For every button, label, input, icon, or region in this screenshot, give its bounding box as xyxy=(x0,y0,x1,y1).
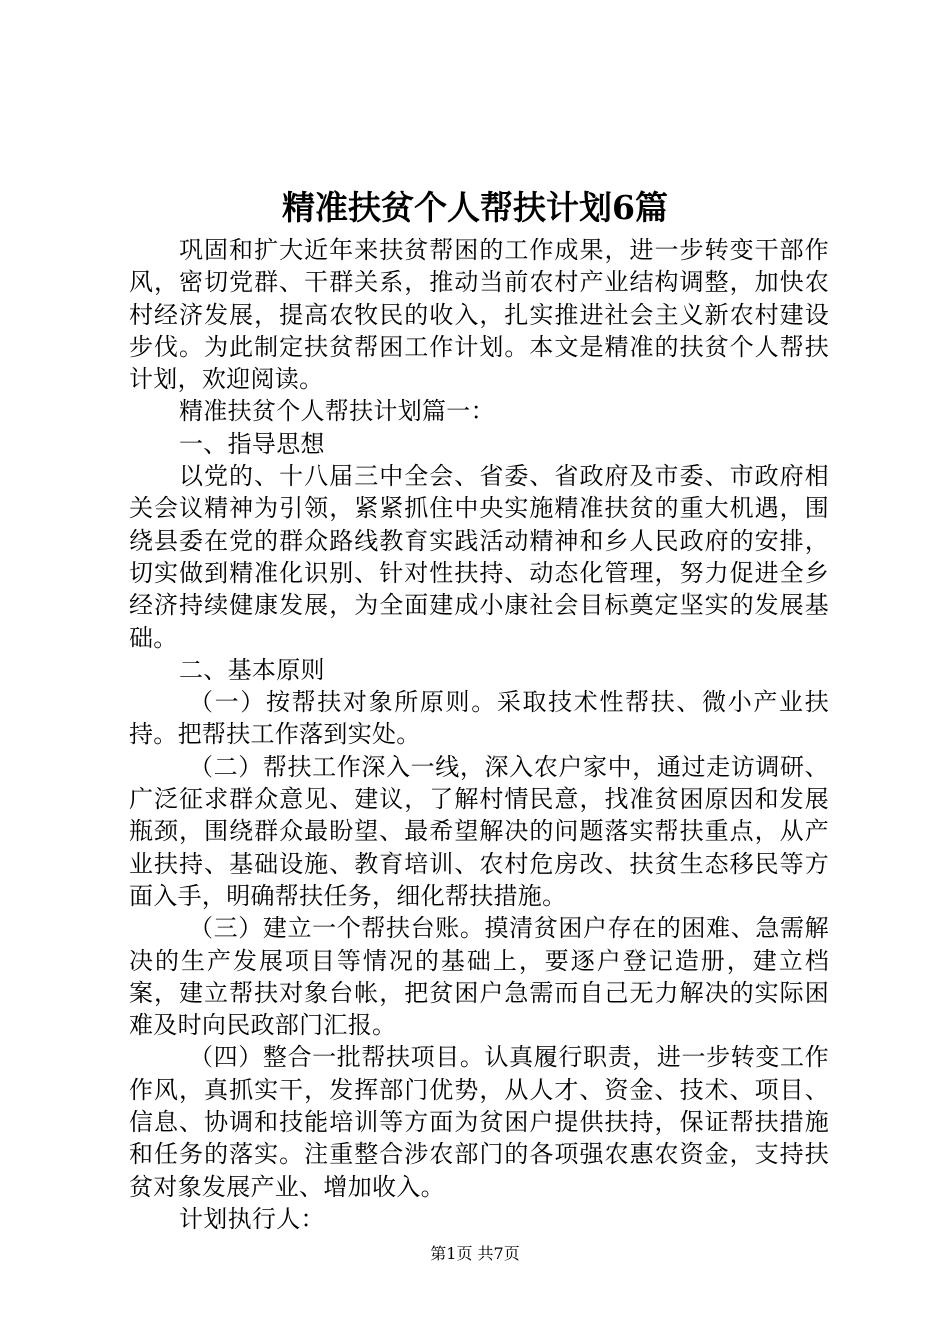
intro-paragraph: 巩固和扩大近年来扶贫帮困的工作成果，进一步转变干部作风，密切党群、干群关系，推动当前农村产业结构调整，加快农村经济发展，提高农牧民的收入，扎实推进社会主义新农村建设步伐。为此制定扶贫帮困工作计划。本文是精准的扶贫个人帮扶计划，欢迎阅读。 xyxy=(129,236,829,394)
principle-item-4: （四）整合一批帮扶项目。认真履行职责，进一步转变工作作风，真抓实干，发挥部门优势，从人才、资金、技术、项目、信息、协调和技能培训等方面为贫困户提供扶持，保证帮扶措施和任务的落实。注重整合涉农部门的各项强农惠农资金，支持扶贫对象发展产业、增加收入。 xyxy=(129,1043,829,1201)
plan-executor-line: 计划执行人： xyxy=(179,1204,325,1233)
document-title: 精准扶贫个人帮扶计划6篇 xyxy=(282,188,668,227)
principle-item-3: （三）建立一个帮扶台账。摸清贫困户存在的困难、急需解决的生产发展项目等情况的基础上，要逐户登记造册，建立档案，建立帮扶对象台帐，把贫困户急需而自己无力解决的实际困难及时向民政部门汇报。 xyxy=(129,914,829,1040)
section-heading-part-one: 精准扶贫个人帮扶计划篇一： xyxy=(179,397,495,426)
heading-basic-principles: 二、基本原则 xyxy=(179,655,325,684)
heading-guiding-ideology: 一、指导思想 xyxy=(179,429,325,458)
document-body xyxy=(129,234,829,1235)
page-footer: 第1页 共7页 xyxy=(430,1244,520,1263)
principle-item-1: （一）按帮扶对象所原则。采取技术性帮扶、微小产业扶持。把帮扶工作落到实处。 xyxy=(129,688,829,749)
principle-item-2: （二）帮扶工作深入一线，深入农户家中，通过走访调研、广泛征求群众意见、建议，了解村情民意，找准贫困原因和发展瓶颈，围绕群众最盼望、最希望解决的问题落实帮扶重点，从产业扶持、基础设施、教育培训、农村危房改、扶贫生态移民等方面入手，明确帮扶任务，细化帮扶措施。 xyxy=(129,752,829,910)
guiding-ideology-paragraph: 以党的、十八届三中全会、省委、省政府及市委、市政府相关会议精神为引领，紧紧抓住中央实施精准扶贫的重大机遇，围绕县委在党的群众路线教育实践活动精神和乡人民政府的安排，切实做到精准化识别、针对性扶持、动态化管理，努力促进全乡经济持续健康发展，为全面建成小康社会目标奠定坚实的发展基础。 xyxy=(129,462,829,652)
